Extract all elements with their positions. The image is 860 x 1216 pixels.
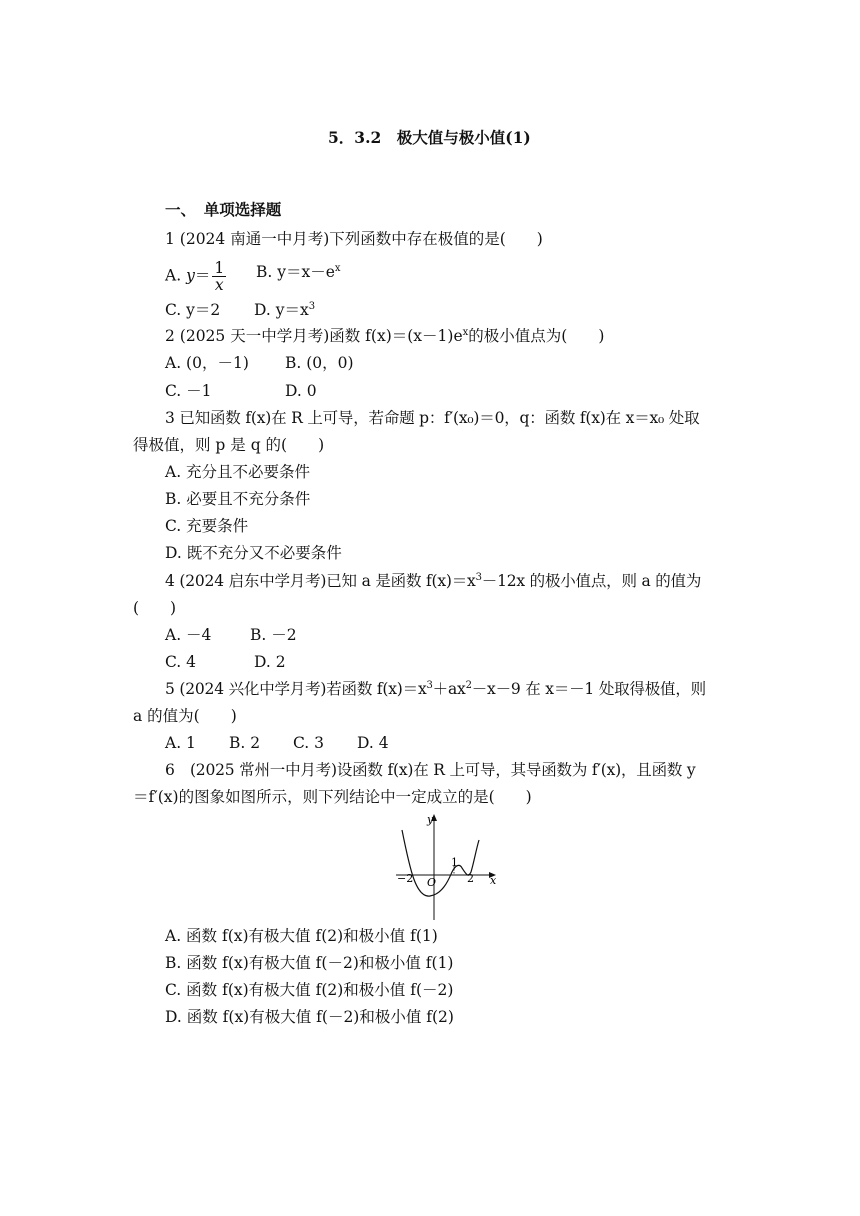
question-5-option-c: C. 3: [293, 734, 325, 752]
question-4-line-1: [165, 571, 701, 591]
question-3-option-a: A. 充分且不必要条件: [165, 463, 311, 481]
question-4-option-d: D. 2: [254, 653, 286, 671]
option-a-prefix: A.: [165, 266, 187, 285]
q5-exponent-3: 3: [426, 680, 433, 691]
q5-line1-part3: －x－9 在 x＝－1 处取得极值，则: [471, 680, 706, 698]
derivative-curve: [402, 830, 479, 896]
question-1-option-d: [254, 300, 315, 320]
x-axis-label: x: [490, 874, 497, 887]
q2-stem-part1: 2 (2025 天一中学月考)函数 f(x)＝(x－1)e: [165, 327, 463, 345]
question-4-line-2: ( ): [133, 599, 177, 617]
q4-exponent: 3: [475, 572, 482, 583]
question-1-option-c: C. y＝2: [165, 301, 221, 319]
question-2-option-c: C. －1: [165, 382, 212, 400]
tick-label-neg2: −2: [397, 872, 414, 885]
question-3-line-2: 得极值，则 p 是 q 的( ): [133, 436, 325, 454]
question-6-option-a: A. 函数 f(x)有极大值 f(2)和极小值 f(1): [165, 927, 438, 945]
question-2-option-a: A. (0，－1): [165, 354, 249, 372]
fraction-one-over-x: [212, 260, 226, 293]
question-5-option-a: A. 1: [165, 734, 196, 752]
tick-label-1: 1: [451, 856, 458, 869]
q5-line1-part1: 5 (2024 兴化中学月考)若函数 f(x)＝x: [165, 680, 427, 698]
question-3-line-1: 3 已知函数 f(x)在 R 上可导，若命题 p：f′(x₀)＝0，q：函数 f(x)在 x＝x₀ 处取: [165, 409, 700, 427]
option-b-text: B. y＝x－e: [256, 263, 335, 281]
origin-label: O: [427, 876, 437, 889]
q4-line1-part1: 4 (2024 启东中学月考)已知 a 是函数 f(x)＝x: [165, 572, 476, 590]
fraction-numerator: 1: [214, 259, 225, 277]
option-d-exponent: 3: [308, 301, 316, 312]
q2-stem-part2: 的极小值点为( ): [468, 327, 605, 345]
y-axis-label: y: [427, 813, 434, 826]
question-2-option-b: B. (0，0): [285, 354, 354, 372]
q5-line1-part2: ＋ax: [432, 680, 466, 698]
q5-exponent-2: 2: [465, 680, 472, 691]
question-6-option-d: D. 函数 f(x)有极大值 f(－2)和极小值 f(2): [165, 1008, 454, 1026]
question-5-line-2: a 的值为( ): [133, 707, 237, 725]
question-6-line-2: ＝f′(x)的图象如图所示，则下列结论中一定成立的是( ): [133, 788, 532, 806]
tick-label-2: 2: [467, 872, 474, 885]
question-5-line-1: [165, 679, 706, 699]
question-6-option-b: B. 函数 f(x)有极大值 f(－2)和极小值 f(1): [165, 954, 454, 972]
question-3-option-d: D. 既不充分又不必要条件: [165, 544, 342, 562]
question-5-option-b: B. 2: [229, 734, 261, 752]
q2-stem-exponent: x: [462, 327, 469, 338]
section-heading: 一、 单项选择题: [165, 200, 282, 219]
fraction-denominator: x: [214, 276, 224, 294]
question-3-option-b: B. 必要且不充分条件: [165, 490, 311, 508]
question-2-option-d: D. 0: [285, 382, 317, 400]
question-6-line-1: 6 (2025 常州一中月考)设函数 f(x)在 R 上可导，其导函数为 f′(x)，且函数 y: [165, 761, 696, 779]
question-5-option-d: D. 4: [357, 734, 389, 752]
option-b-exponent: x: [334, 263, 341, 274]
question-2-stem: [165, 326, 604, 346]
question-4-option-b: B. －2: [250, 626, 297, 644]
option-d-text: D. y＝x: [254, 301, 309, 319]
question-4-option-c: C. 4: [165, 653, 197, 671]
question-1-option-a: A. y＝ $\frac{1}{x}$: [165, 259, 225, 294]
question-1-stem: 1 (2024 南通一中月考)下列函数中存在极值的是( ): [165, 230, 543, 248]
question-3-option-c: C. 充要条件: [165, 517, 249, 535]
derivative-graph: [390, 810, 505, 922]
question-1-option-b: [256, 262, 341, 282]
q4-line1-part2: －12x 的极小值点，则 a 的值为: [481, 572, 702, 590]
question-6-option-c: C. 函数 f(x)有极大值 f(2)和极小值 f(－2): [165, 981, 454, 999]
question-4-option-a: A. －4: [165, 626, 212, 644]
page-title: 5．3.2 极大值与极小值(1): [328, 128, 531, 147]
